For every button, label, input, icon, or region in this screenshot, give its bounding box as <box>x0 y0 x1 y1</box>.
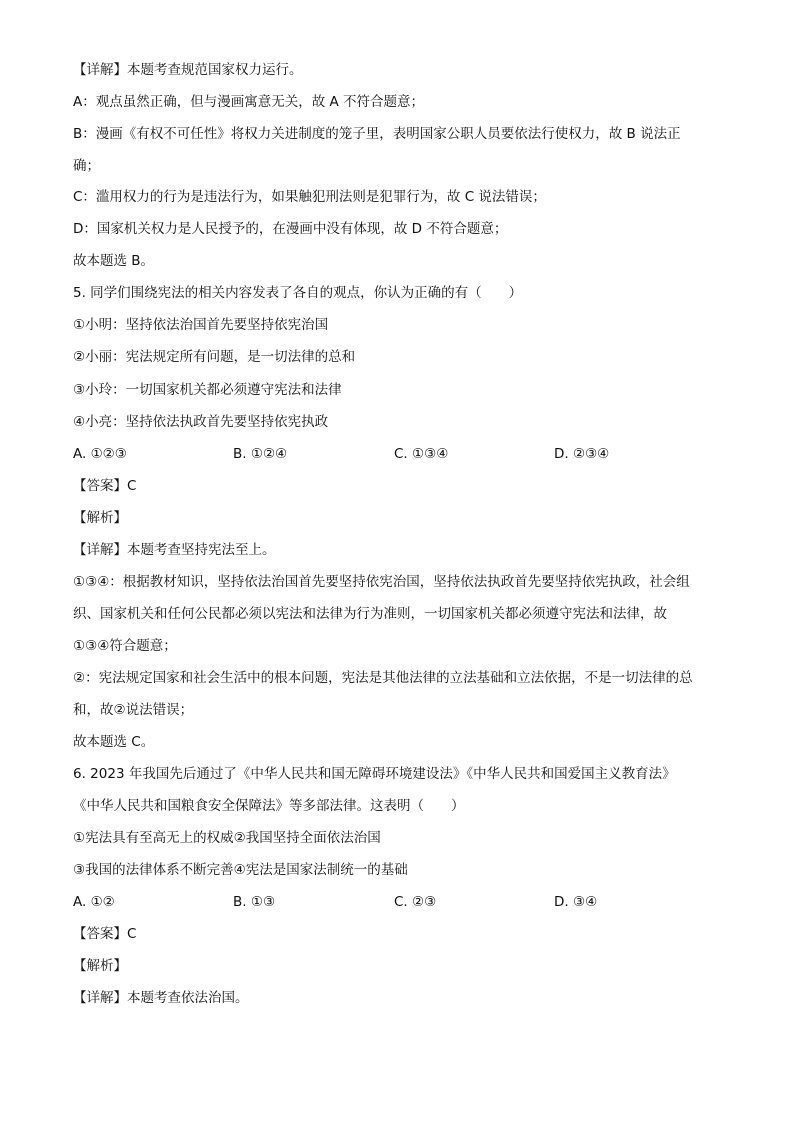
statement-4: ④小亮：坚持依法执政首先要坚持依宪执政 <box>73 414 329 430</box>
option-b: B. ①②④ <box>233 446 288 462</box>
detail-text: 【详解】本题考查规范国家权力运行。 <box>73 62 303 78</box>
option-c-explanation: C：滥用权力的行为是违法行为，如果触犯刑法则是犯罪行为，故 C 说法错误； <box>73 189 546 205</box>
option-d-explanation: D：国家机关权力是人民授予的，在漫画中没有体现，故 D 不符合题意； <box>73 221 508 237</box>
option-b-explanation-cont: 确； <box>73 158 100 174</box>
option-b-explanation: B：漫画《有权不可任性》将权力关进制度的笼子里，表明国家公职人员要依法行使权力，故 B 说法正 <box>73 126 681 142</box>
statement-2: ②小丽：宪法规定所有问题，是一切法律的总和 <box>73 349 356 365</box>
document-page <box>73 60 723 1008</box>
explanation-paragraph-1-cont: 织、国家机关和任何公民都必须以宪法和法律为行为准则，一切国家机关都必须遵守宪法和法律，故 <box>73 606 667 622</box>
conclusion-text: 故本题选 C。 <box>73 734 155 750</box>
question-6-stem-cont: 《中华人民共和国粮食安全保障法》等多部法律。这表明（ ） <box>73 798 465 814</box>
statements-1-2: ①宪法具有至高无上的权威②我国坚持全面依法治国 <box>73 830 381 846</box>
statement-1: ①小明：坚持依法治国首先要坚持依宪治国 <box>73 317 329 333</box>
question-5-options <box>73 444 723 464</box>
question-5-stem: 5. 同学们围绕宪法的相关内容发表了各自的观点，你认为正确的有（ ） <box>73 285 523 301</box>
option-a: A. ①②③ <box>73 446 127 462</box>
analysis-heading: 【解析】 <box>73 958 127 974</box>
statement-3: ③小玲：一切国家机关都必须遵守宪法和法律 <box>73 382 342 398</box>
explanation-paragraph-1: ①③④：根据教材知识，坚持依法治国首先要坚持依宪治国，坚持依法执政首先要坚持依宪执政，社会组 <box>73 574 690 590</box>
conclusion-text: 故本题选 B。 <box>73 253 155 269</box>
explanation-paragraph-2-end: 和，故②说法错误； <box>73 702 194 718</box>
answer-text: 【答案】C <box>73 478 137 494</box>
option-d: D. ③④ <box>554 894 598 910</box>
explanation-paragraph-1-end: ①③④符合题意； <box>73 638 177 654</box>
option-d: D. ②③④ <box>554 446 610 462</box>
option-b: B. ①③ <box>233 894 276 910</box>
explanation-paragraph-2: ②：宪法规定国家和社会生活中的根本问题，宪法是其他法律的立法基础和立法依据，不是一切法律的总 <box>73 670 693 686</box>
option-c: C. ②③ <box>394 894 437 910</box>
answer-text: 【答案】C <box>73 926 137 942</box>
detail-text: 【详解】本题考查坚持宪法至上。 <box>73 542 276 558</box>
question-6-options <box>73 892 723 912</box>
question-6-stem: 6. 2023 年我国先后通过了《中华人民共和国无障碍环境建设法》《中华人民共和国爱国主义教育法》 <box>73 766 676 782</box>
option-a-explanation: A：观点虽然正确，但与漫画寓意无关，故 A 不符合题意； <box>73 94 425 110</box>
option-a: A. ①② <box>73 894 115 910</box>
analysis-heading: 【解析】 <box>73 510 127 526</box>
detail-text: 【详解】本题考查依法治国。 <box>73 990 249 1006</box>
statements-3-4: ③我国的法律体系不断完善④宪法是国家法制统一的基础 <box>73 862 408 878</box>
option-c: C. ①③④ <box>394 446 449 462</box>
